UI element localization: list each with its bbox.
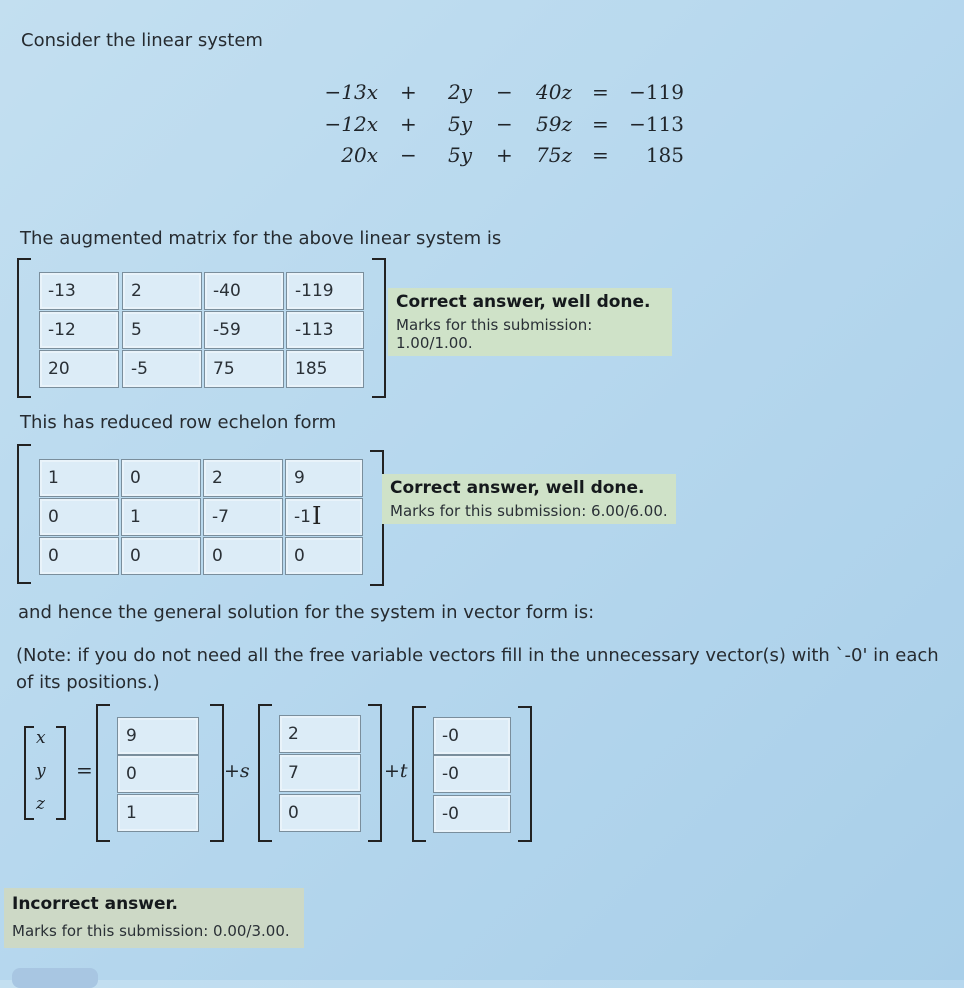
var-y: y: [36, 761, 46, 781]
final-feedback-marks: Marks for this submission: 0.00/3.00.: [12, 922, 290, 940]
aug-cell-r2c2[interactable]: 5: [123, 312, 201, 348]
s-vector-x[interactable]: 2: [280, 716, 360, 752]
eq2-op2: −: [496, 112, 513, 136]
rref-cell-r1c2[interactable]: 0: [122, 460, 200, 496]
t-right-bracket: [518, 706, 532, 842]
rref-cell-r2c1[interactable]: 0: [40, 499, 118, 535]
vars-left-bracket: [24, 726, 34, 820]
particular-x[interactable]: 9: [118, 718, 198, 754]
s-parameter-label: +s: [224, 760, 250, 782]
eq3-rhs: 185: [645, 143, 684, 167]
s-vector-y[interactable]: 7: [280, 755, 360, 791]
aug-cell-r1c2[interactable]: 2: [123, 273, 201, 309]
aug-left-bracket: [17, 258, 31, 398]
s-vector-z[interactable]: 0: [280, 795, 360, 831]
eq2-y-term: 5y: [447, 112, 472, 136]
aug-cell-r1c1[interactable]: -13: [40, 273, 118, 309]
s-left-bracket: [258, 704, 272, 842]
vars-right-bracket: [56, 726, 66, 820]
s-right-bracket: [368, 704, 382, 842]
p-left-bracket: [96, 704, 110, 842]
final-feedback-title: Incorrect answer.: [12, 894, 178, 914]
aug-cell-r2c1[interactable]: -12: [40, 312, 118, 348]
t-vector-y[interactable]: -0: [434, 756, 510, 792]
t-vector-z[interactable]: -0: [434, 796, 510, 832]
rref-cell-r3c2[interactable]: 0: [122, 538, 200, 574]
eq1-x-term: −13x: [324, 80, 378, 104]
rref-cell-r1c4[interactable]: 9: [286, 460, 362, 496]
eq2-equals: =: [592, 112, 609, 136]
eq1-y-term: 2y: [447, 80, 472, 104]
aug-feedback-title: Correct answer, well done.: [396, 292, 651, 312]
check-button[interactable]: [12, 968, 98, 988]
aug-right-bracket: [372, 258, 386, 398]
aug-cell-r1c4[interactable]: -119: [287, 273, 363, 309]
general-solution-label: and hence the general solution for the system in vector form is:: [18, 602, 595, 623]
final-feedback: [4, 888, 304, 948]
rref-cell-r1c3[interactable]: 2: [204, 460, 282, 496]
rref-feedback: [382, 474, 676, 524]
eq3-op2: +: [496, 143, 513, 167]
aug-cell-r1c3[interactable]: -40: [205, 273, 283, 309]
eq3-z-term: 75z: [536, 143, 572, 167]
eq3-op1: −: [400, 143, 417, 167]
aug-cell-r2c4[interactable]: -113: [287, 312, 363, 348]
eq2-z-term: 59z: [536, 112, 572, 136]
augmented-label: The augmented matrix for the above linear system is: [20, 228, 502, 249]
rref-cell-r3c3[interactable]: 0: [204, 538, 282, 574]
aug-feedback: [388, 288, 672, 356]
rref-feedback-marks: Marks for this submission: 6.00/6.00.: [390, 502, 668, 520]
eq1-equals: =: [592, 80, 609, 104]
aug-feedback-marks: Marks for this submission: 1.00/1.00.: [396, 316, 593, 352]
eq3-x-term: 20x: [341, 143, 378, 167]
rref-cell-r2c2[interactable]: 1: [122, 499, 200, 535]
eq2-rhs: −113: [629, 112, 684, 136]
eq1-op1: +: [400, 80, 417, 104]
p-right-bracket: [210, 704, 224, 842]
rref-left-bracket: [17, 444, 31, 584]
eq2-x-term: −12x: [324, 112, 378, 136]
eq1-op2: −: [496, 80, 513, 104]
eq3-equals: =: [592, 143, 609, 167]
note-text: (Note: if you do not need all the free variable vectors fill in the unnecessary vector(s) with `-0' in each of its positions.): [16, 645, 939, 693]
eq2-op1: +: [400, 112, 417, 136]
rref-cell-r3c4[interactable]: 0: [286, 538, 362, 574]
eq1-z-term: 40z: [536, 80, 572, 104]
particular-y[interactable]: 0: [118, 756, 198, 792]
aug-cell-r3c3[interactable]: 75: [205, 351, 283, 387]
rref-cell-r2c4[interactable]: -1: [286, 499, 362, 535]
eq1-rhs: −119: [629, 80, 684, 104]
eq3-y-term: 5y: [447, 143, 472, 167]
aug-cell-r3c4[interactable]: 185: [287, 351, 363, 387]
intro-text: Consider the linear system: [21, 30, 263, 51]
aug-cell-r3c1[interactable]: 20: [40, 351, 118, 387]
rref-feedback-title: Correct answer, well done.: [390, 478, 645, 498]
rref-cell-r3c1[interactable]: 0: [40, 538, 118, 574]
rref-label: This has reduced row echelon form: [20, 412, 337, 433]
t-vector-x[interactable]: -0: [434, 718, 510, 754]
aug-cell-r2c3[interactable]: -59: [205, 312, 283, 348]
aug-cell-r3c2[interactable]: -5: [123, 351, 201, 387]
particular-z[interactable]: 1: [118, 795, 198, 831]
t-parameter-label: +t: [384, 760, 408, 782]
var-z: z: [36, 794, 45, 814]
rref-cell-r1c1[interactable]: 1: [40, 460, 118, 496]
vector-equals: =: [76, 758, 93, 782]
var-x: x: [36, 728, 46, 748]
rref-cell-r2c3[interactable]: -7: [204, 499, 282, 535]
text-cursor-icon: I: [312, 502, 322, 530]
t-left-bracket: [412, 706, 426, 842]
